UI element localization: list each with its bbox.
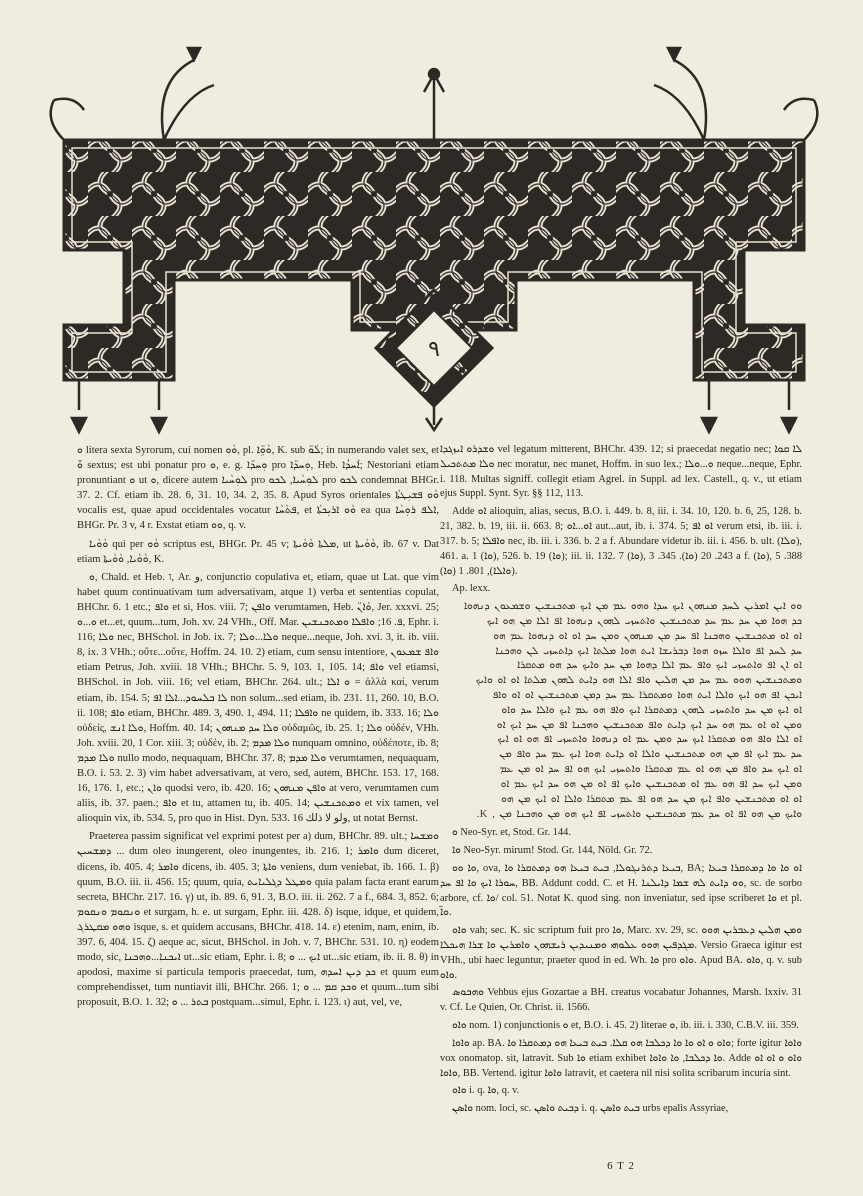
syriac-line: ܐܘ ܐܘ ܡܬܟܢܫܝܢ ܘܐܦ ܐܝܟ ܡܢ ܚܕ ܗܘ ܐܦ ܥܡ ܡܬܩܪܐ ܘܐܠܐ ܐܘ ܐܝܟ ܡܢ ܗܘ [501, 793, 802, 805]
entry-praeterea: Praeterea passim significat vel exprimi potest per a) dum, BHChr. 89. ult.; ܘܡܫܚܐ ... ܕܡܫܚܝܢ dum oleo inungerent, oleo inungentes, ib. 216. 1; ܘܐܡܪ dum diceret, dicens, ib. 405. 4; ܘܐܡܪ dicens, ib. 405. 3; ܘܐܬܐ veniens, dum veniebat, ib. 166. 1. β) quum, B.O. iii. ii. 456. 15; quum, quia, ܘܡܛܠ ܕܓܠܝܐܝܬ quia palam facta erant earum secreta, BHChr. 217. 16. γ) ut, ib. 89. 6, 91. 3, B.O. iii. ii. 262. 7 a f., 684. 3, 852. 6; ܘܢܩܘܡ ܘܢܩܘܡ et surgam, h. e. ut surgam, Ephr. iii. 428. δ) isque, idque, et quidem, ܘܗܘ ܡܩܛܪܓ isque, s. et quidem accusans, BHChr. 418. 14. ε) etenim, nam, enim, ib. 397. 6, 404. 15. ζ) aeque ac, sicut, BHSchol. in Joh. v. 7, BHChr. 531. 10. η) eodem modo, sic, ܐܝܟܢܐ...ܘܗܟܢܐ ut...sic etiam, Ephr. i. 8; ܐܝܟ ... ܘ ut...sic etiam, ib. ii. 8. θ) in apodosi, maxime si particula temporis praecedat, tum, ܟܕ ܕܝܢ ܐܚܕܗ et quum eum comprehendisset, tum nuntiavit illi, BHChr. 266. 1; ܘܟܕ ܩܡ ... ܘ et quum...tum sibi proposuit, B.O. 1. 32; ܒܬܪ ... ܘ postquam...simul, Ephr. i. 123. ι) aut, vel, ve, [77, 831, 439, 1009]
right-column [440, 443, 802, 1120]
syriac-line: ܚܕ ܥܡ ܐܝܟ ܐܦ ܡܢ ܗܘ ܡܬܟܢܫܝܢ ܘܐܠܐ ܐܘ ܕܐܝܬ ܗܘܐ ܐܝܟ ܥܡ ܚܕ ܘܐܦ ܡܢ [499, 749, 802, 761]
entry-waw-letter: ܘ litera sexta Syrorum, cui nomen ܘܵܘ, pl. ܘܵܘܹ̈ܐ, K. sub ܠܵܘ̈; in numerando valet sex, et ܘ̄ sextus; est ubi ponatur pro ܘ, e. g. ܘܼܚܕ̈ܐ pro ܘܼܚܕ̈ܐ, Heb. ܐܰܚܕܳܐ; Nestoriani etiam pronuntiant ܘ ut ܘ, dicere autem ܠܘܼܚܵܝܐ pro ܠܘܼܚܵܝܐ, ܠܟܘ pro ܠܟܘ condemnat BHGr. 37. 2. Cf. etiam ib. 28. 6, 31. 10, 34. 2, 35. 8. Apud Syros orientales ܘܵܘ ܦܫܝܼܛܬܵܐ vocalis est, quae apud occidentales vocatur ܦܬܵܚܵܐ, et ܘܵܘ ܐܪܝܼܟܬܵܐ ea qua ܐܠܦ ܪܘܼܚܵܐ, BHGr. Pr. 3 v, 4 r. Exstat etiam ܘܘ, q. v. [77, 445, 440, 532]
syriac-line: ܘܐܝܟ ܡܢ ܗܘ ܐܦ ܐܘ ܚܕ ܥܡ ܡܬܟܢܫܝܢ ܘܐܬܚܙܝ ܐܦ ܐܝܟ ܗܘ ܡܢ ܘܗܟܢܐ ܡܢ , K. [476, 808, 802, 820]
entry-neo-syr-mirum: ܘܐ Neo-Syr. mirum! Stod. Gr. 144, Nöld. Gr. 72. [452, 845, 653, 857]
entry-vah: ܘܐܘ vah; sec. K. sic scriptum fuit pro ܘܐ, Marc. xv. 29, sc. ܘܡܢ ܗܠܝܢ ܕܥܒܪܝܢ ܗܘܘ ܡܓܕܦܝܢ ܗܘܘ ܥܠܘܗܝ ܘܡܢܝܕܝܢ ܪܝܫܗܘܢ ܘܐܡܪܝܢ ܘܐ ܫܪܐ ܗܝܟܠܐ. Versio Graeca igitur est VHh., ubi haec leguntur, praeter quod in ed. Wh. ܘܐ pro ܘܐܘ. Apud BA. ܘܐܘ, q. v. sub ܘܐܘ. [440, 925, 802, 981]
syriac-line: ܐܘ ܐܝܟ ܡܢ ܚܕ ܘܐܬܚܙܝ ܠܗܘܢ ܕܡܬܩܪܐ ܐܝܟ ܘܐܦ ܗܘ ܥܡ ܐܝܟ ܘܐܠܐ ܚܕ ܘܐܘ [501, 704, 802, 716]
syriac-line: ܘܡܬܟܢܫܝܢ ܗܘܘ ܥܡ ܚܕ ܡܢ ܗܠܝܢ ܘܐܦ ܐܠܐ ܗܘ ܕܐܝܬ ܠܗܘܢ ܡܠܬܐ ܐܘ ܐܘ ܘܐܝܟ [475, 675, 802, 687]
entry-nom: ܘܐܘ nom. 1) conjunctionis ܘ et, B.O. i. 45. 2) literae ܘ, ib. iii. i. 330, C.B.V. iii. 359. [452, 1020, 799, 1032]
panel-numeral: ٩ [428, 337, 440, 362]
entry-nom-loci: ܘܐܣܢ nom. loci, sc. ܕܒܝܬ ܘܐܣܢ i. q. ܒܝܬ ܘܐܣܢ urbs epalis Assyriae, [452, 1103, 729, 1115]
top-finials [51, 48, 818, 140]
entry-latravit: ܘܐܘܐ ap. BA. ܘܐܘ ܘ ܐܘ ܘܐ ܘܐ ܕܟܠܒܐ ܗܘ ܩܠܐ. ܒܝܬ ܒܝܥܐ ܗܘ ܕܡܬܩܪܐ ܘܐ; forte igitur ܘܐܘܐ vox onomatop. sit, latravit. Sub ܘܐ etiam exhibet ܘܐ ܕܟܠܒܐ, ܘܐ ܘܐܘܐ. Adde ܘܐܘ ܘ ܐܘ ܐܘ ܘܐܘܐ, BB. Vertend. igitur ܘܐܘܐ latravit, et caetera nil nisi solita scribarum incuria sint. [440, 1037, 802, 1079]
entry-vehbus: ܘܗܒܘܣ Vehbus ejus Gozartae a BH. creatus vocabatur Johannes, Marsh. lxxiv. 31 v. Cf. Le Quien, Or. Christ. ii. 1566. [440, 987, 802, 1014]
syriac-line: ܘܡܢ ܐܝܟ ܚܕ ܐܦ ܗܘ ܥܡ ܐܘ ܡܬܟܢܫܝܢ ܘܐܝܟ ܐܦ ܐܘ ܡܢ ܗܘ ܚܕ ܐܝܟ ܥܡ ܐܘ [500, 778, 802, 790]
syriac-line: ܟܕ ܗܘܐ ܡܢ ܚܕ ܥܡ ܚܕ ܡܬܟܢܫܝܢ ܘܐܬܚܙܝ ܠܗܘܢ ܕܢܗܘܐ ܐܦ ܐܠܐ ܡܢ ܗܘ ܐܝܟ [486, 615, 802, 627]
entry-iq: ܘܐܘ i. q. ܘܐ, q. v. [452, 1085, 520, 1097]
syriac-line: ܘܘ ܐܝܢ ܐܡܪܝܢ ܠܚܕ ܡܢܗܘܢ ܐܝܟ ܚܕܐ ܘܗܘ ܥܡ ܡܢ ܐܝܟ ܡܬܟܢܫܝܢ ܘܫܡܥܘܢ ܕܢܗܘܐ [463, 601, 802, 613]
syriac-line: ܐܘ ܐܢ ܐܦ ܘܐܬܚܙܝ ܐܝܟ ܘܐܦ ܥܡ ܐܠܐ ܕܗܘܐ ܡܢ ܚܕ ܘܐܝܟ ܚܕ ܗܘ ܡܬܩܪܐ [517, 660, 802, 672]
entry-ap-lexx: Ap. lexx. [452, 583, 491, 595]
entry-wawaya: ܘܵܘܵܝܐ qui per ܘܵܘ scriptus est, BHGr. Pr. 45 v; ܡܠܬܐ ܘܵܘܵܝܬܐ, ut ܘܵܘܵܝܬܐ, ib. 67 v. Dat etiam ܘܵܘܵܝܐ, ܘܵܘܵܝܬܐ, K. [77, 538, 439, 565]
entry-waw-conjunction: ܘ, Chald. et Heb. ו, Ar. و, conjunctio copulativa et, etiam, quae ut Lat. que vim habet quum continuativam tum adversativam, atque 1) verba et sententias copulat, BHChr. 6. 1 etc.; ܘܐܦ et si, Hos. viii. 7; ܘܐܦܢ verumtamen, Heb. ܘܰܐܢ̈, Jer. xxxvi. 25; ܘ...ܘ et...et, quum...tum, Joh. xv. 24 VHh., Off. Mar. ܦ. 16; ܘܐܦܠܐ ܘܡܬܟܢܫܝܢ, Ephr. i. 116; ܘܠܐ nec, BHSchol. in Job. ix. 7; ܘܠܐ...ܘܠܐ neque...neque, Joh. xvi. 3, it. ib. viii. 8, ix. 3 VHh.; οὔτε...οὔτε, Hoffm. 24. 10. 2) etiam, cum sensu intentiore, ܘܐܦ ܫܡܥܘܢ etiam Petrus, Joh. xviii. 18 VHh.; BHChr. 5. 9, 103. 1, 105. 14; ܘܐܦ vel etiamsi, BHSchol. in Job. viii. 16; vel etiam, BHChr. 264. ult.; ܘ ܐܠܐ = ἀλλὰ καί, verum etiam, ib. 154. 5; ܠܐ ܒܠܚܘܕ...ܐܠܐ ܐܦ non solum...sed etiam, ib. 231. 11, 260. 10, B.O. ii. 108; ܘܐܦ etiam, BHChr. 489. 3, 490. 1, 494. 11; ܘܐܦܠܐ ne quidem, ib. 333. 16; ܘܠܐ οὐδείς, ܘܠܐ ܐܢܫ, Hoffm. 40. 14; ܘܠܐ ܚܕ ܡܢܗܘܢ οὐδαμῶς, ib. 25. 1; ܘܠܐ οὐδέν, VHh. Joh. xviii. 20, 1 Cor. xiii. 3; οὐδέν, ib. 2; ܘܠܐ ܡܕܡ nunquam omnino, οὐδέποτε, ib. 8; ܘܠܐ ܡܕܡ nullo modo, nequaquam, BHChr. 37. 8; ܘܠܐ ܡܕܡ verumtamen, nequaquam, B.O. i. 53. 2. 3) vim habet adversativam, at vero, sed, autem, BHChr. 153. 17, 168. 16, 176. 1, etc.; ܘܐܢ quodsi vero, ib. 420. 16; ܘܐܦܢ ܡܢܗܘܢ at vero, verumtamen cum aliis, ib. 37. paen.; ܘܐܦ et tu, attamen tu, ib. 405. 14; ܘܡܬܟܢܫܝܢ et vix tamen, vel alioquin vix, ib. 534. 5, pro quo in Hist. Dyn. 533. 16 ولو لا ذلك, ut notat Bernst. [77, 571, 440, 825]
syriac-line: ܚܕ ܠܚܕ ܐܦ ܘܐܠܐ ܚܙܘ ܗܘܐ ܕܒܪܝܫܐ ܐܝܬ ܗܘܐ ܡܠܬܐ ܐܝܟ ܕܐܬܚܙܝ ܠܢ ܘܗܟܢܐ [495, 645, 802, 657]
entry-adde: Adde ܐܘ alioquin, alias, secus, B.O. i. 449. b. 8, iii. i. 34. 10, 120. b. 6, 25, 128. b. 21, 382. b. 19, iii. ii. 663. 8; ܐܘ...ܐܘ aut...aut, ib. i. 374. 5; ܐܘ ܐܦ verum etsi, ib. iii. i. 317. b. 5; ܘܐܦܠܐ nec, ib. iii. i. 336. b. 2 a f. Abundare videtur ib. iii. i. 456. b. ult. (ܘܠܐ), 461. a. 1 (ܘܐ), 526. b. 19 (ܘܐ); iii. ii. 132. 7 (ܘܐ), 243. 20 (ܘܐ). 345. 3 a f. (ܘܐ), 388. 5 (ܘܐܠܐ), 801. 1 (ܘܐ). [440, 506, 803, 577]
entry-continuation: ܘܫܕܪܘ ܐܝܙܓܕܐ vel legatum mitterent, BHChr. 439. 12; si praecedat negatio nec; ܠܐ ܩܘܐ ܘܠܐ ܡܬܬܟܝܠ nec moratur, nec manet, Hoffm. in suo lex.; ܘ...ܘܠܐ neque...neque, Ephr. i. 118. Multas signiff. collegit etiam Agrel. in Suppl. ad lex. Castell., q. v., ut etiam ejus Suppl. Synt. Syr. §§ 112, 113. [440, 444, 802, 500]
syriac-line: ܐܘ ܐܠܐ ܘܐܦ ܗܘ ܡܬܩܪܐ ܐܝܟ ܚܕ ܘܡܢ ܥܡ ܐܘ ܕܢܗܘܐ ܘܐܬܚܙܝ ܐܦ ܗܘ ܐܘ ܐܝܟ [497, 734, 802, 746]
entry-neo-syr-et: ܘ Neo-Syr. et, Stod. Gr. 144. [452, 827, 571, 839]
decorative-headpiece [44, 40, 824, 435]
signature-mark: 6 T 2 [607, 1160, 635, 1172]
syriac-line: ܘܡܢ ܐܘ ܐܘ ܥܡ ܗܘ ܚܕ ܐܝܟ ܕܐܝܬ ܘܐܦ ܡܬܟܢܫܝܢ ܘܗܟܢܐ ܐܦ ܡܢ ܚܕ ܐܝܟ ܐܘ [496, 719, 802, 731]
entry-ova: ܘܐ ܘܘ, ova, ܒܝܥܐ ܕܬܪܢܓܘܠܐ, ܒܝܬ ܒܝܥܐ ܗܘ ܕܡܬܩܪܐ ܘܐ, BA; ܐܘ ܘܐ ܘܐ ܕܡܬܩܪܐ ܒܝܥܐ ܚܘܪܐ ܐܝܟ ܘܐ ܐܦ ܚܕ, BB. Addunt codd. C. et H. ܘܘ ܕܐܝܬ ܠܗ ܫܡܐ ܕܐܝܠܢܐ, sc. de sorbo arbore, cf. ܘܐ/ col. 51. Notat K. quod sing. non inveniatur, sed ipse scriberet ܘܐ et pl. ܘܐ̈. [440, 862, 803, 919]
left-column [77, 443, 439, 1013]
syriac-line: ܐܘ ܐܝܟ ܚܕ ܘܐܦ ܡܢ ܗܘ ܐܘ ܥܡ ܡܬܩܪܐ ܘܐܬܚܙܝ ܐܝܟ ܗܘ ܐܦ ܚܕ ܐܘ ܡܢ ܥܡ [499, 764, 802, 776]
syriac-line: ܐܝܟܢ ܐܦ ܗܘ ܐܝܟ ܘܐܠܐ ܐܝܬ ܗܘܐ ܘܡܬܩܪܐ ܥܡ ܚܕ ܕܡܢ ܡܬܟܢܫܝܢ ܐܘ ܐܘ ܘܐܦ [492, 690, 802, 701]
syriac-line: ܐܘ ܐܘ ܡܬܟܢܫܝܢ ܘܗܟܢܐ ܐܦ ܚܕ ܡܢ ܡܢܗܘܢ ܘܡܢ ܚܕ ܐܘ ܐܘ ܕܢܗܘܐ ܥܡ ܗܘ [493, 630, 802, 642]
syriac-quotation [440, 600, 802, 822]
